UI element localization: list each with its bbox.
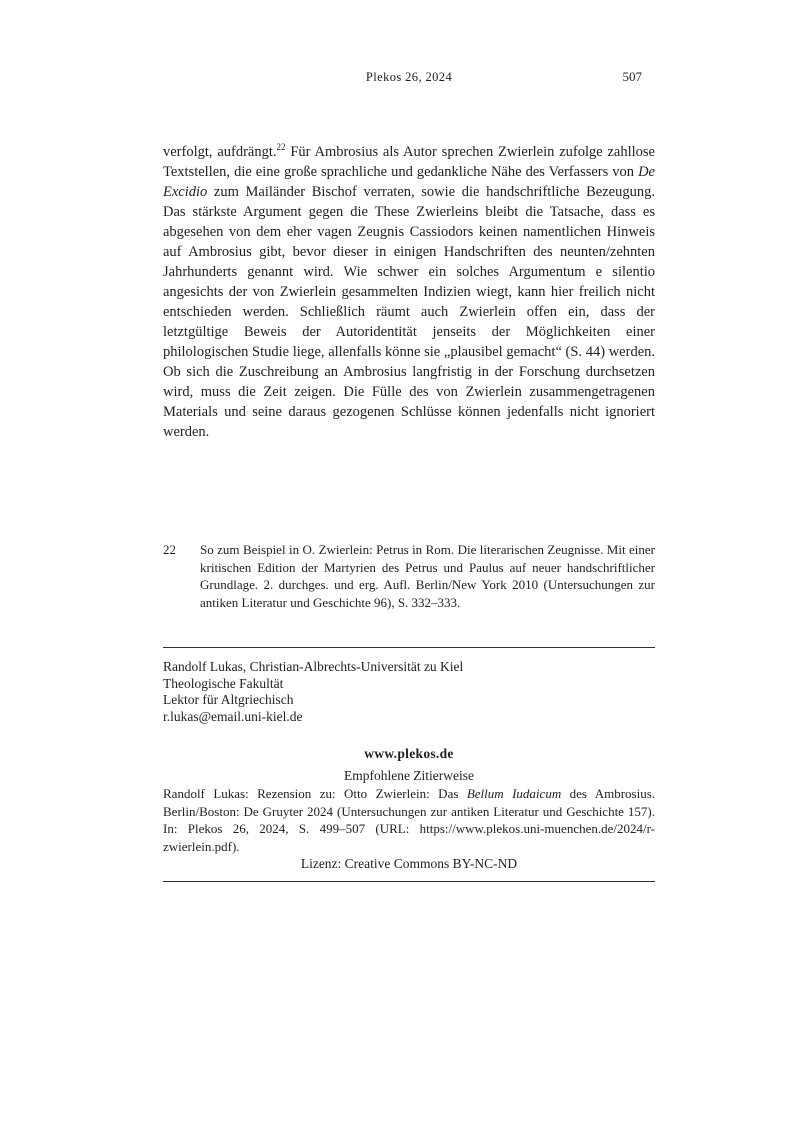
author-line: r.lukas@email.uni-kiel.de bbox=[163, 708, 303, 724]
footnote-number: 22 bbox=[163, 542, 176, 557]
footnote bbox=[163, 541, 655, 611]
author-line: Randolf Lukas, Christian-Albrechts-Universität zu Kiel bbox=[163, 659, 464, 674]
footnote-text: So zum Beispiel in O. Zwierlein: Petrus in Rom. Die literarischen Zeugnisse. Mit einer kritischen Edition der Martyrien des Petrus und Paulus auf neuer handschriftlicher Grundlage. 2. durchges. und erg. Aufl. Berlin/New York 2010 (Untersuchungen zur antiken Literatur und Geschichte 96), S. 332–333. bbox=[200, 542, 655, 610]
recommended-citation: Randolf Lukas: Rezension zu: Otto Zwierlein: Das Bellum Iudaicum des Ambrosius. Berlin/Boston: De Gruyter 2024 (Untersuchungen zur antiken Literatur und Geschichte 157). In: Plekos 26, 2024, S. 499–507 (URL: https://www.plekos.uni-muenchen.de/2024/r-zwierlein.pdf). bbox=[163, 786, 655, 854]
author-line: Lektor für Altgriechisch bbox=[163, 692, 294, 707]
author-affiliation-block bbox=[163, 659, 655, 725]
license-line: Lizenz: Creative Commons BY-NC-ND bbox=[300, 856, 518, 871]
author-divider-rule bbox=[163, 647, 655, 648]
page-number: 507 bbox=[622, 69, 642, 84]
page-header bbox=[163, 70, 655, 88]
citation-heading: Empfohlene Zitierweise bbox=[343, 768, 475, 783]
author-line: Theologische Fakultät bbox=[163, 675, 284, 691]
review-paragraph: verfolgt, aufdrängt.$^{22}$ Für Ambrosius als Autor sprechen Zwierlein zufolge zahllose Textstellen, die eine große sprachliche und gedankliche Nähe des Verfassers von De Excidio zum Mailänder Bischof verraten, sowie die handschriftliche Bezeugung. Das stärkste Argument gegen die These Zwierleins bleibt die Tatsache, dass es abgesehen von dem eher vagen Zeugnis Cassiodors keinen namentlichen Hinweis auf Ambrosius gibt, bevor dieser in einigen Handschriften des neunten/zehnten Jahrhunderts genannt wird. Wie schwer ein solches Argumentum e silentio angesichts der von Zwierlein gesammelten Indizien wiegt, kann hier freilich nicht entschieden werden. Schließlich räumt auch Zwierlein offen ein, dass der letztgültige Beweis der Autoridentität jenseits der Möglichkeiten einer philologischen Studie liege, allenfalls könne sie „plausibel gemacht“ (S. 44) werden. Ob sich die Zuschreibung an Ambrosius langfristig in der Forschung durchsetzen wird, muss die Zeit zeigen. Die Fülle des von Zwierlein zusammengetragenen Materials und seine daraus gezogenen Schlüsse können jedenfalls nicht ignoriert werden. bbox=[163, 142, 655, 440]
footer-rule bbox=[163, 881, 655, 882]
journal-title: Plekos 26, 2024 bbox=[365, 70, 453, 84]
website-text: www.plekos.de bbox=[364, 746, 454, 761]
